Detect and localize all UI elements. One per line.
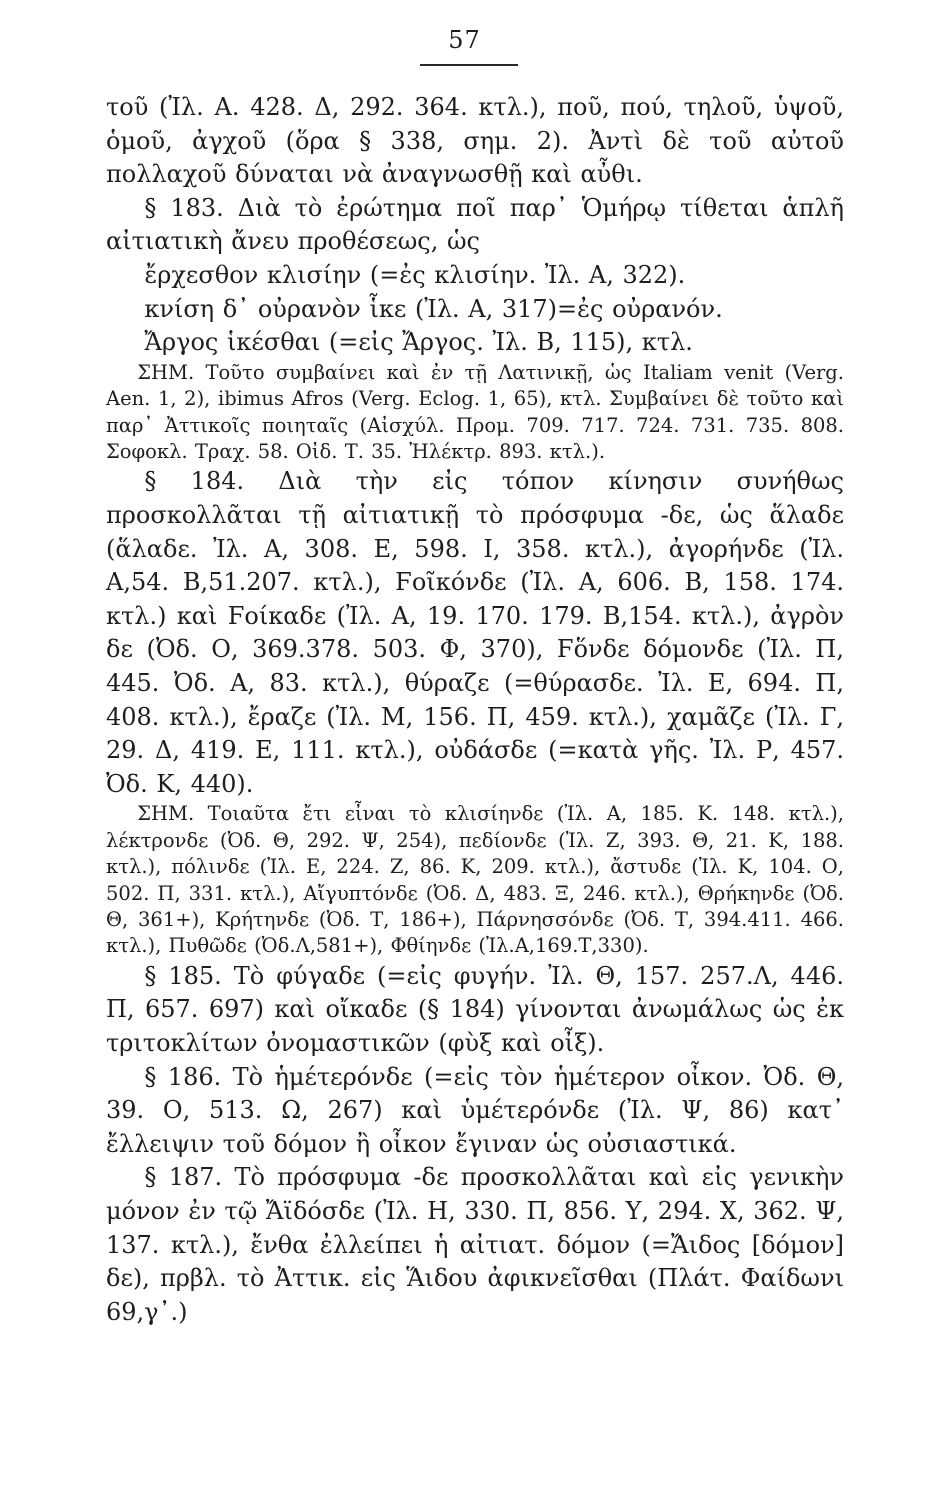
example-line: Ἄργος ἱκέσθαι (=εἰς Ἄργος. Ἰλ. Β, 115), κτλ.	[144, 328, 693, 357]
section-187: § 187. Τὸ πρόσφυμα -δε προσκολλᾶται καὶ εἰς γενικὴν μόνον ἐν τῷ Ἄϊδόσδε (Ἰλ. Η, 330. Π, 856. Υ, 294. Χ, 362. Ψ, 137. κτλ.), ἔνθα ἐλλείπει ἡ αἰτιατ. δόμον (=Ἄιδος [δόμον] δε), πρβλ. τὸ Ἀττικ. εἰς Ἅιδου ἀφικνεῖσθαι (Πλάτ. Φαίδωνι 69,γ᾽.)	[106, 1163, 844, 1326]
section-184: § 184. Διὰ τὴν εἰς τόπον κίνησιν συνήθως προσκολλᾶται τῇ αἰτιατικῇ τὸ πρόσφυμα -δε, ὡς ἅλαδε (ἅλαδε. Ἰλ. Α, 308. Ε, 598. Ι, 358. κτλ.), ἀγορήνδε (Ἰλ. Α,54. Β,51.207. κτλ.), Ϝοῖκόνδε (Ἰλ. Α, 606. Β, 158. 174. κτλ.) καὶ Ϝοίκαδε (Ἰλ. Α, 19. 170. 179. Β,154. κτλ.), ἀγρὸν δε (Ὀδ. Ο, 369.378. 503. Φ, 370), Ϝὅνδε δόμονδε (Ἰλ. Π, 445. Ὀδ. Α, 83. κτλ.), θύραζε (=θύρασδε. Ἰλ. Ε, 694. Π, 408. κτλ.), ἔραζε (Ἰλ. Μ, 156. Π, 459. κτλ.), χαμᾶζε (Ἰλ. Γ, 29. Δ, 419. Ε, 111. κτλ.), οὐδάσδε (=κατὰ γῆς. Ἰλ. Ρ, 457. Ὀδ. Κ, 440).	[106, 467, 844, 798]
page-number: 57	[448, 26, 481, 54]
example-line: κνίση δ᾽ οὐρανὸν ἷκε (Ἰλ. Α, 317)=ἐς οὐρανόν.	[144, 294, 723, 323]
section-185: § 185. Τὸ φύγαδε (=εἰς φυγήν. Ἰλ. Θ, 157. 257.Λ, 446. Π, 657. 697) καὶ οἴκαδε (§ 184) γίνονται ἀνωμάλως ὡς ἐκ τριτοκλίτων ὀνομαστικῶν (φὺξ καὶ οἶξ).	[106, 961, 844, 1057]
note-184: ΣΗΜ. Τοιαῦτα ἔτι εἶναι τὸ κλισίηνδε (Ἰλ. Α, 185. Κ. 148. κτλ.), λέκτρονδε (Ὀδ. Θ, 292. Ψ, 254), πεδίονδε (Ἰλ. Ζ, 393. Θ, 21. Κ, 188. κτλ.), πόλινδε (Ἰλ. Ε, 224. Ζ, 86. Κ, 209. κτλ.), ἄστυδε (Ἰλ. Κ, 104. Ο, 502. Π, 331. κτλ.), Αἴγυπτόνδε (Ὀδ. Δ, 483. Ξ, 246. κτλ.), Θρήκηνδε (Ὀδ. Θ, 361+), Κρήτηνδε (Ὀδ. Τ, 186+), Πάρνησσόνδε (Ὀδ. Τ, 394.411. 466. κτλ.), Πυθῶδε (Ὀδ.Λ,581+), Φθίηνδε (Ἰλ.Α,169.Τ,330).	[106, 802, 844, 958]
note-183: ΣΗΜ. Τοῦτο συμβαίνει καὶ ἐν τῇ Λατινικῇ, ὡς Italiam venit (Verg. Aen. 1, 2), ibimus Afros (Verg. Eclog. 1, 65), κτλ. Συμβαίνει δὲ τοῦτο καὶ παρ᾽ Ἀττικοῖς ποιηταῖς (Αἰσχύλ. Προμ. 709. 717. 724. 731. 735. 808. Σοφοκλ. Τραχ. 58. Οἰδ. Τ. 35. Ἠλέκτρ. 893. κτλ.).	[106, 360, 844, 463]
section-186: § 186. Τὸ ἡμέτερόνδε (=εἰς τὸν ἡμέτερον οἶκον. Ὀδ. Θ, 39. Ο, 513. Ω, 267) καὶ ὑμέτερόνδε (Ἰλ. Ψ, 86) κατ᾽ ἔλλειψιν τοῦ δόμον ἢ οἶκον ἔγιναν ὡς οὐσιαστικά.	[106, 1062, 844, 1158]
page-body	[106, 91, 844, 1329]
paragraph-continuation: τοῦ (Ἰλ. Α. 428. Δ, 292. 364. κτλ.), ποῦ, πού, τηλοῦ, ὑψοῦ, ὁμοῦ, ἀγχοῦ (ὅρα § 338, σημ. 2). Ἀντὶ δὲ τοῦ αὐτοῦ πολλαχοῦ δύναται νὰ ἀναγνωσθῇ καὶ αὖθι.	[106, 93, 844, 189]
header-rule	[420, 64, 518, 66]
example-line: ἔρχεσθον κλισίην (=ἐς κλισίην. Ἰλ. Α, 322).	[144, 260, 686, 289]
section-183: § 183. Διὰ τὸ ἐρώτημα ποῖ παρ᾽ Ὁμήρῳ τίθεται ἁπλῆ αἰτιατικὴ ἄνευ προθέσεως, ὡς	[106, 193, 844, 256]
